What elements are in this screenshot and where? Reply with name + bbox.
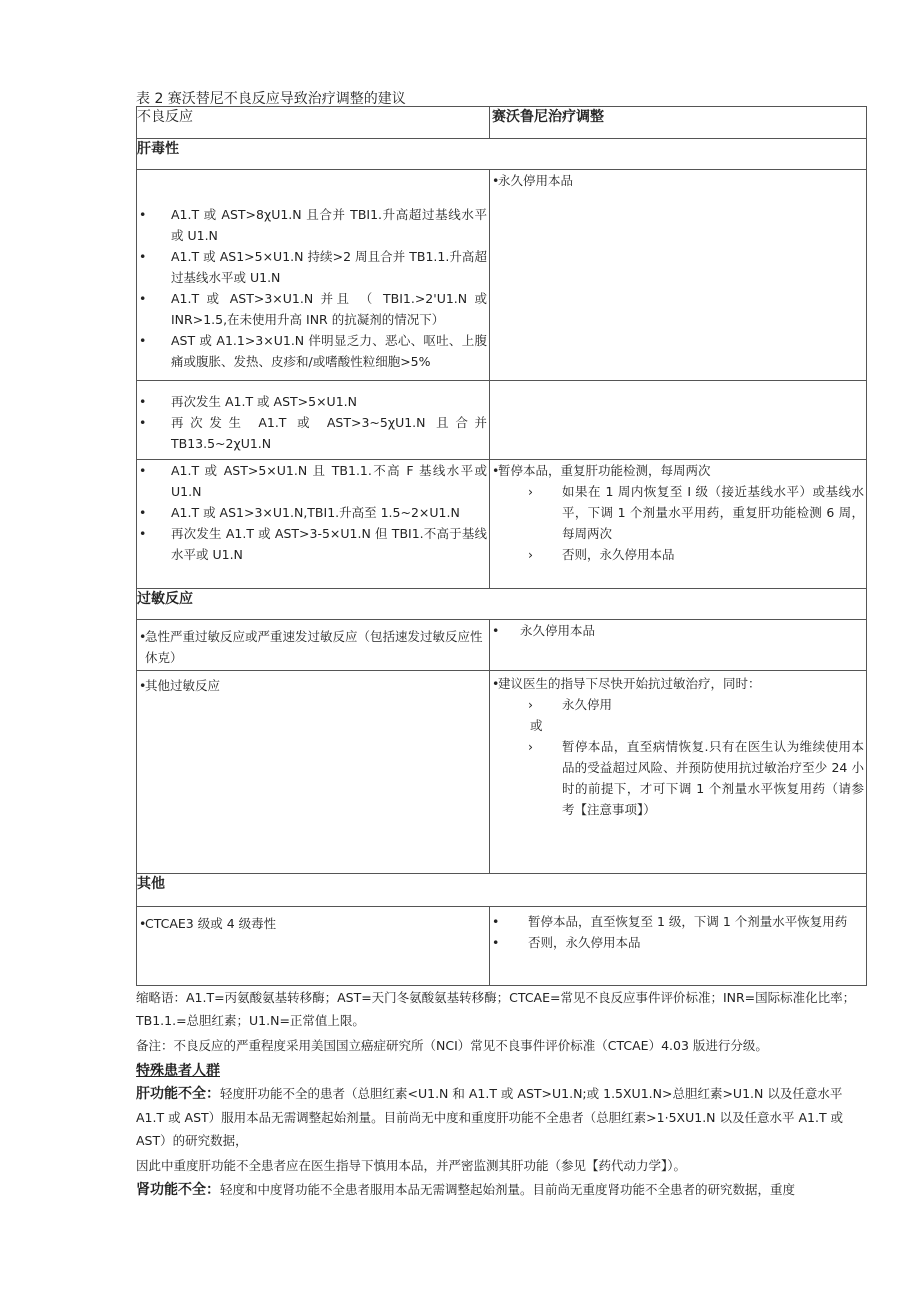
table-row	[137, 170, 867, 381]
section-row-other	[137, 874, 867, 907]
list-item: • A1.T 或 AS1>5×U1.N 持续>2 周且合并 TB1.1.升高超过基线水平或 U1.N	[137, 246, 489, 288]
or-text: 或	[530, 718, 543, 733]
header-treatment-adjustment	[490, 107, 867, 139]
renal-impairment-text: 轻度和中度肾功能不全患者服用本品无需调整起始剂量。目前尚无重度肾功能不全患者的研究数据，重度	[220, 1182, 796, 1197]
list-item: • A1.T 或 AST>5×U1.N 且 TB1.1.不高 F 基线水平或 U1.N	[137, 460, 489, 502]
liver-row1-action	[490, 170, 867, 381]
section-liver-toxicity: 肝毒性	[137, 139, 867, 170]
allergy-row2-condition	[137, 671, 490, 874]
list-item: • A1.T 或 AST>8χU1.N 且合并 TBI1.升高超过基线水平或 U1.N	[137, 204, 489, 246]
renal-impairment-paragraph	[136, 1178, 866, 1202]
table-header-row	[137, 107, 867, 139]
list-item: • A1.T 或 AS1>3×U1.N,TBI1.升高至 1.5~2×U1.N	[137, 502, 489, 523]
abbreviations-note: 缩略语：A1.T=丙氨酸氨基转移酶；AST=天门冬氨酸氨基转移酶；CTCAE=常见不良反应事件评价标准；INR=国际标准化比率；TB1.1.=总胆红素；U1.N=正常值上限。	[136, 990, 856, 1028]
sub-list-item: › 永久停用	[490, 694, 866, 715]
liver-row2-conditions	[137, 381, 490, 460]
hepatic-impairment-paragraph	[136, 1082, 866, 1152]
list-item: • 再次发生 A1.T 或 AST>3~5χU1.N 且合并 TB13.5~2χU1.N	[137, 412, 489, 454]
bullet-icon: •	[492, 676, 500, 691]
chevron-right-icon: ›	[528, 547, 533, 562]
liver-row3-conditions	[137, 460, 490, 589]
other-row1-action	[490, 907, 867, 986]
bullet-icon: •	[139, 394, 147, 409]
list-item: • 再次发生 A1.T 或 AST>3-5×U1.N 但 TBI1.不高于基线水平或 U1.N	[137, 523, 489, 565]
hepatic-impairment-text: 轻度肝功能不全的患者（总胆红素<U1.N 和 A1.T 或 AST>U1.N;或 1.5XU1.N>总胆红素>U1.N 以及任意水平 A1.T 或 AST）服用本品无需调整起始剂量。目前尚无中度和重度肝功能不全患者（总胆红素>1·5XU1.N 以及任意水平 A1.T 或 AST）的研究数据，	[136, 1086, 844, 1148]
list-item: • 暂停本品，直至恢复至 1 级，下调 1 个剂量水平恢复用药	[490, 911, 866, 932]
special-population-title: 特殊患者人群	[136, 1063, 220, 1079]
list-item: • CTCAE3 级或 4 级毒性	[137, 913, 489, 934]
sub-list-item: › 否则，永久停用本品	[490, 544, 866, 565]
liver-row3-action	[490, 460, 867, 589]
section-row-allergy	[137, 589, 867, 620]
header-adverse-reaction: 不良反应	[137, 107, 490, 139]
list-item: • 急性严重过敏反应或严重速发过敏反应（包括速发过敏反应性休克）	[137, 626, 489, 668]
list-item: • A1.T 或 AST>3×U1.N 并且 （ TBI1.>2'U1.N 或 INR>1.5,在未使用升高 INR 的抗凝剂的情况下）	[137, 288, 489, 330]
chevron-right-icon: ›	[528, 484, 533, 499]
list-item: • 其他过敏反应	[137, 675, 489, 696]
liver-row2-action	[490, 381, 867, 460]
other-row1-condition	[137, 907, 490, 986]
liver-row1-conditions	[137, 170, 490, 381]
bullet-icon: •	[492, 935, 500, 950]
table-row	[137, 460, 867, 589]
allergy-row1-action	[490, 620, 867, 671]
dose-adjustment-table	[136, 106, 867, 986]
table-row	[137, 381, 867, 460]
section-allergy: 过敏反应	[137, 589, 867, 620]
bullet-icon: •	[139, 505, 147, 520]
bullet-icon: •	[139, 678, 147, 693]
chevron-right-icon: ›	[528, 739, 533, 754]
allergy-row1-condition	[137, 620, 490, 671]
list-item: • 建议医生的指导下尽快开始抗过敏治疗，同时：	[490, 673, 866, 694]
bullet-icon: •	[139, 629, 147, 644]
sub-list-item: › 暂停本品，直至病情恢复.只有在医生认为维续使用本品的受益超过风险、并预防使用抗过敏治疗至少 24 小时的前提下，才可下调 1 个剂量水平恢复用药（请参考【注意事项】）	[490, 736, 866, 820]
bullet-icon: •	[492, 914, 500, 929]
section-other: 其他	[137, 874, 867, 907]
list-item: • 否则，永久停用本品	[490, 932, 866, 953]
list-item: • 永久停用本品	[490, 620, 866, 641]
bullet-icon: •	[139, 916, 147, 931]
chevron-right-icon: ›	[528, 697, 533, 712]
renal-impairment-label: 肾功能不全：	[136, 1182, 220, 1198]
table-row	[137, 671, 867, 874]
list-item: • 暂停本品，重复肝功能检测，每周两次	[490, 460, 866, 481]
bullet-icon: •	[139, 249, 147, 264]
table-row	[137, 620, 867, 671]
table-row	[137, 907, 867, 986]
bullet-icon: •	[139, 207, 147, 222]
bullet-icon: •	[139, 333, 147, 348]
list-item: • AST 或 A1.1>3×U1.N 伴明显乏力、恶心、呕吐、上腹痛或腹胀、发热、皮疹和/或嗜酸性粒细胞>5%	[137, 330, 489, 372]
bullet-icon: •	[492, 463, 500, 478]
bullet-icon: •	[139, 463, 147, 478]
list-item: • 再次发生 A1.T 或 AST>5×U1.N	[137, 391, 489, 412]
hepatic-impairment-paragraph-cont: 因此中重度肝功能不全患者应在医生指导下慎用本品，并严密监测其肝功能（参见【药代动力学】）。	[136, 1158, 687, 1173]
remarks-note: 备注：不良反应的严重程度采用美国国立癌症研究所（NCI）常见不良事件评价标准（CTCAE）4.03 版进行分级。	[136, 1038, 768, 1053]
header-treatment-adjustment-text: 赛沃鲁尼治疗调整	[492, 109, 604, 125]
bullet-icon: •	[492, 173, 500, 188]
table-caption: 表 2 赛沃替尼不良反应导致治疗调整的建议	[136, 91, 406, 107]
hepatic-impairment-label: 肝功能不全：	[136, 1086, 220, 1102]
list-item: • 永久停用本品	[490, 170, 866, 191]
section-row-liver	[137, 139, 867, 170]
bullet-icon: •	[139, 526, 147, 541]
sub-list-item: › 如果在 1 周内恢复至 I 级（接近基线水平）或基线水平，下调 1 个剂量水平用药，重复肝功能检测 6 周，每周两次	[490, 481, 866, 544]
bullet-icon: •	[139, 291, 147, 306]
bullet-icon: •	[492, 623, 500, 638]
bullet-icon: •	[139, 415, 147, 430]
allergy-row2-action	[490, 671, 867, 874]
